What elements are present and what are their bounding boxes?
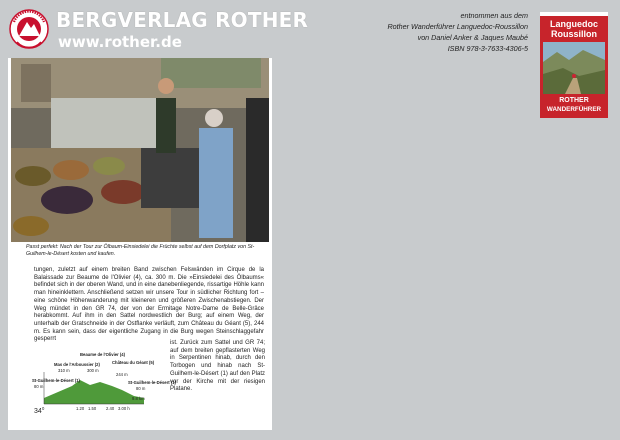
book-page	[8, 58, 272, 430]
profile-pt3-alt: 300 m	[87, 368, 99, 373]
body-text: tungen, zuletzt auf einem breiten Band zwischen Felswänden im Cirque de la Balaissade zur Beaume de l'Olivier (4), ca. 300 m. Die »Einsiedelei des Ölbaums« befindet sich in der oberen Wand, und in eine danebenliegende, rissartige Höhle kann man hineinklettern. Anschließend setzen wir unsere Tour in südlicher Richtung fort – eine schöne Höhenwanderung mit kleineren und größeren Zwischenabstiegen. Der Weg mündet in den GR 74, der von der Ermitage Notre-Dame de Belle-Grâce herabkommt. Auf ihm in den Sattel nordwestlich der Burg; auf einem Weg, der unterhalb der Gratschneide in der Ostflanke verläuft, zum Château du Géant (5), 244 m. Es kann sein, dass der eigentliche Zugang in die Burg wegen Steinschlaggefahr gesperrt	[34, 267, 264, 343]
credit-line-1: entnommen aus dem	[460, 11, 528, 20]
credit-line-4: ISBN 978-3-7633-4306-5	[447, 44, 528, 53]
source-credit	[308, 10, 528, 54]
profile-pt4-alt: 244 m	[116, 372, 128, 377]
profile-pt3-name: Beaume de l'Olivier (4)	[80, 352, 125, 357]
credit-line-3: von Daniel Anker & Jaques Maubé	[417, 33, 528, 42]
book-cover[interactable]	[540, 12, 608, 118]
profile-time-0: 0	[42, 406, 45, 411]
brand-title: BERGVERLAG ROTHER	[56, 8, 309, 32]
page-number: 34	[34, 408, 42, 415]
profile-pt5-name: St-Guilhem-le-Désert (1)	[128, 380, 176, 385]
profile-time-2: 1.50	[88, 406, 97, 411]
profile-pt4-name: Château du Géant (5)	[112, 360, 155, 365]
profile-time-3: 2.40	[106, 406, 115, 411]
cover-series-2: WANDERFÜHRER	[546, 106, 602, 113]
profile-pt2-name: Mas de l'Arboussier (2)	[54, 362, 100, 367]
rother-logo[interactable]	[9, 8, 49, 50]
profile-time-4: 3.00 h	[118, 406, 130, 411]
credit-line-2: Rother Wanderführer Languedoc-Roussillon	[387, 22, 528, 31]
brand-url-link[interactable]: www.rother.de	[58, 33, 182, 51]
photo-caption: Passt perfekt: Nach der Tour zur Ölbaum-Einsiedelei die Früchte selbst auf dem Dorfplatz von St-Guilhem-le-Désert kosten und kaufen.	[26, 244, 255, 258]
cover-series-1: ROTHER	[559, 97, 589, 104]
cover-title-2: Roussillon	[550, 29, 597, 39]
profile-pt1-name: St-Guilhem-le-Désert (1)	[32, 378, 80, 383]
cover-photo	[543, 42, 605, 94]
profile-pt2-alt: 310 m	[58, 368, 70, 373]
market-photo	[11, 58, 269, 242]
profile-time-1: 1.20	[76, 406, 85, 411]
profile-pt5-alt: 80 m	[136, 386, 146, 391]
cover-title-1: Languedoc	[549, 19, 598, 29]
profile-pt1-alt: 80 m	[34, 384, 44, 389]
profile-distance: 9.8 km	[132, 396, 145, 401]
elevation-profile	[32, 352, 176, 412]
body-text-wrap: ist. Zurück zum Sattel und GR 74; auf dem breiten gepflasterten Weg in Serpentinen hinab, durch den Torbogen und hinab nach St-Guilhem-le-Désert (1) auf den Platz vor der Kirche mit der riesigen Platane.	[170, 340, 265, 393]
